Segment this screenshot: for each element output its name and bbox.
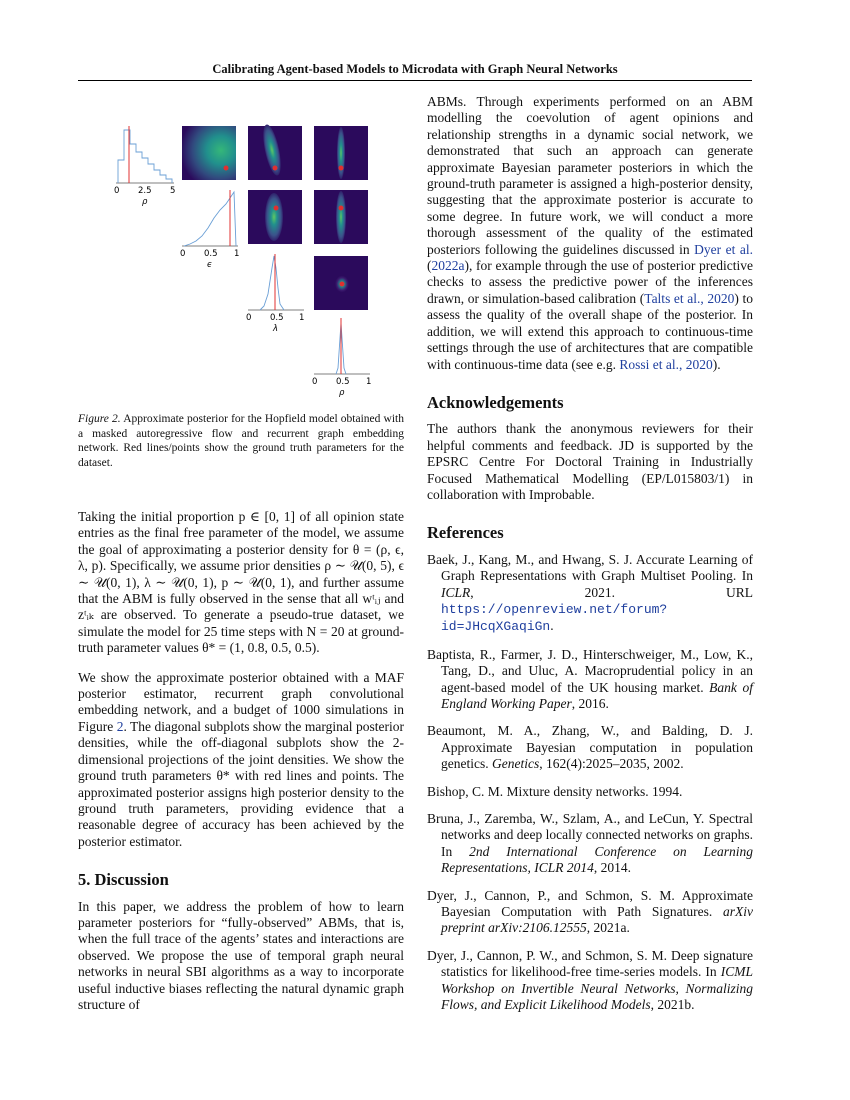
section-heading: Acknowledgements — [427, 392, 564, 412]
paragraph: ABMs. Through experiments performed on an ABM modelling the coevolution of agent opinions and relationship strengths in a dynamic social network, we demonstrated that such an approach can generate approximate Bayesian parameter posteriors in which the ground-truth parameter is assigned a high-posterior density, suggesting that the approximate posterior is accurate to some degree. In future work, we will conduct a more thorough assessment of the quality of the estimated posteriors following the guidelines discussed in Dyer et al. (2022a), for example through the use of posterior predictive checks to assess the predictive power of the inferences drawn, or simulation-based calibration (Talts et al., 2020) to assess the quality of the overall shape of the posterior. In addition, we will extend this approach to continuous-time settings through the use of architectures that are compatible with continuous-time data (see e.g. Rossi et al., 2020). — [427, 94, 753, 372]
tick-label: 0.5 — [270, 313, 284, 323]
marginal-lambda-hist — [248, 254, 304, 310]
reference-item: Baek, J., Kang, M., and Hwang, S. J. Accurate Learning of Graph Representations with Graph Multiset Pooling. In ICLR, 2021. URL https://openreview.net/forum?id=JHcqXGaqiGn. — [427, 551, 753, 635]
truth-point — [224, 166, 229, 171]
axis-label: ρ — [142, 197, 148, 207]
section-heading: References — [427, 523, 504, 543]
axis-label: λ — [273, 324, 279, 334]
tick-label: 0 — [180, 249, 186, 259]
tick-label: 2.5 — [138, 186, 152, 196]
reference-list — [427, 552, 753, 1014]
section-heading: 5. Discussion — [78, 870, 169, 890]
paragraph: We show the approximate posterior obtained with a MAF posterior estimator, recurrent graph convolutional embedding network, and a budget of 1000 simulations in Figure 2. The diagonal subplots show the marginal posterior densities, while the off-diagonal subplots show the 2-dimensional projections of the joint densities. We show the ground truth parameters θ* with red lines and points. The approximated posterior assigns high posterior density to the ground truth parameters, providing evidence that a reasonable degree of accuracy has been achieved by the posterior estimator. — [78, 669, 405, 849]
density-blob — [265, 193, 283, 241]
paragraph: Taking the initial proportion p ∈ [0, 1] of all opinion state entries as the final free parameter of the model, we assume the goal of approximating a posterior density for θ = (ρ, ϵ, λ, p). Specifically, we assume prior densities ρ ∼ 𝒰(0, 5), ϵ ∼ 𝒰(0, 1), λ ∼ 𝒰(0, 1), p ∼ 𝒰(0, 1), and further assume that the ABM is fully observed in the sense that all wᵗᵢⱼ and zᵗᵢₖ are observed. To generate a pseudo-true dataset, we simulate the model for 25 time steps with N = 20 at ground-truth parameter values θ* = (1, 0.8, 0.5, 0.5). — [78, 509, 404, 656]
truth-point — [339, 206, 344, 211]
density-blob — [337, 127, 345, 179]
marginal-p-axis — [312, 377, 371, 398]
reference-url-link[interactable]: https://openreview.net/forum?id=JHcqXGaqiGn — [441, 601, 668, 635]
figure-link[interactable]: 2 — [116, 718, 124, 734]
citation-link[interactable]: Dyer et al. — [694, 241, 753, 257]
tick-label: 0 — [246, 313, 252, 323]
truth-point — [339, 166, 344, 171]
truth-point — [274, 206, 279, 211]
marginal-epsilon-axis — [180, 249, 239, 270]
reference-item: Baptista, R., Farmer, J. D., Hinterschweiger, M., Low, K., Tang, D., and Uluc, A. Macroprudential policy in an agent-based model of the UK housing market. Bank of England Working Paper, 2016. — [427, 646, 753, 711]
marginal-p-hist — [314, 318, 370, 374]
paragraph: In this paper, we address the problem of how to learn parameter posteriors for “fully-observed” ABMs, that is, when the full trace of the agents’ states and interactions are observed. We propose the use of temporal graph neural networks in neural SBI algorithms as a way to incorporate useful inductive biases reflecting the natural dynamic graph structure of — [78, 898, 404, 1012]
paragraph: The authors thank the anonymous reviewers for their helpful comments and feedback. JD is supported by the EPSRC Centre For Doctoral Training in Industrially Focused Mathematical Modelling (EP/L015803/1) in collaboration with Improbable. — [427, 421, 753, 502]
tick-label: 0 — [312, 377, 318, 387]
left-column — [78, 509, 404, 1013]
truth-point — [340, 282, 345, 287]
tick-label: 1 — [299, 313, 305, 323]
citation-link[interactable]: Talts et al., 2020 — [644, 290, 735, 306]
running-header: Calibrating Agent-based Models to Microdata with Graph Neural Networks — [212, 62, 618, 76]
marginal-lambda-axis — [246, 313, 304, 334]
tick-label: 0.5 — [204, 249, 218, 259]
tick-label: 0.5 — [336, 377, 350, 387]
right-column — [427, 94, 753, 1025]
reference-item: Beaumont, M. A., Zhang, W., and Balding, D. J. Approximate Bayesian computation in population genetics. Genetics, 162(4):2025–2035, 2002. — [427, 723, 753, 772]
marginal-epsilon-hist — [182, 190, 238, 246]
figure-caption — [78, 412, 404, 470]
caption-label: Figure 2. — [78, 413, 121, 425]
reference-item: Bishop, C. M. Mixture density networks. 1994. — [427, 783, 683, 799]
axis-label: ϵ — [207, 260, 213, 270]
posterior-corner-plot — [100, 118, 400, 408]
tick-label: 1 — [366, 377, 372, 387]
tick-label: 1 — [234, 249, 240, 259]
caption-text: Approximate posterior for the Hopfield model obtained with a masked autoregressive flow and recurrent graph embedding network. Red lines/points show the ground truth parameters for the dataset. — [78, 413, 405, 469]
marginal-rho-axis — [114, 186, 175, 207]
reference-item: Dyer, J., Cannon, P. W., and Schmon, S. M. Deep signature statistics for likelihood-free time-series models. In ICML Workshop on Invertible Neural Networks, Normalizing Flows, and Explicit Likelihood Models, 2021b. — [427, 947, 753, 1013]
tick-label: 5 — [170, 186, 176, 196]
citation-link[interactable]: 2022a — [431, 258, 465, 274]
truth-point — [273, 166, 278, 171]
marginal-rho-hist — [116, 126, 174, 183]
tick-label: 0 — [114, 186, 120, 196]
citation-link[interactable]: Rossi et al., 2020 — [619, 356, 713, 372]
joint-rho-epsilon — [182, 126, 236, 180]
header-rule — [78, 80, 752, 81]
reference-item: Bruna, J., Zaremba, W., Szlam, A., and LeCun, Y. Spectral networks and deep locally connected networks on graphs. In 2nd International Conference on Learning Representations, ICLR 2014, 2014. — [427, 811, 753, 876]
axis-label: ρ — [339, 388, 345, 398]
reference-item: Dyer, J., Cannon, P., and Schmon, S. M. Approximate Bayesian Computation with Path Signatures. arXiv preprint arXiv:2106.12555, 2021a. — [427, 887, 753, 936]
density-blob — [336, 191, 346, 243]
